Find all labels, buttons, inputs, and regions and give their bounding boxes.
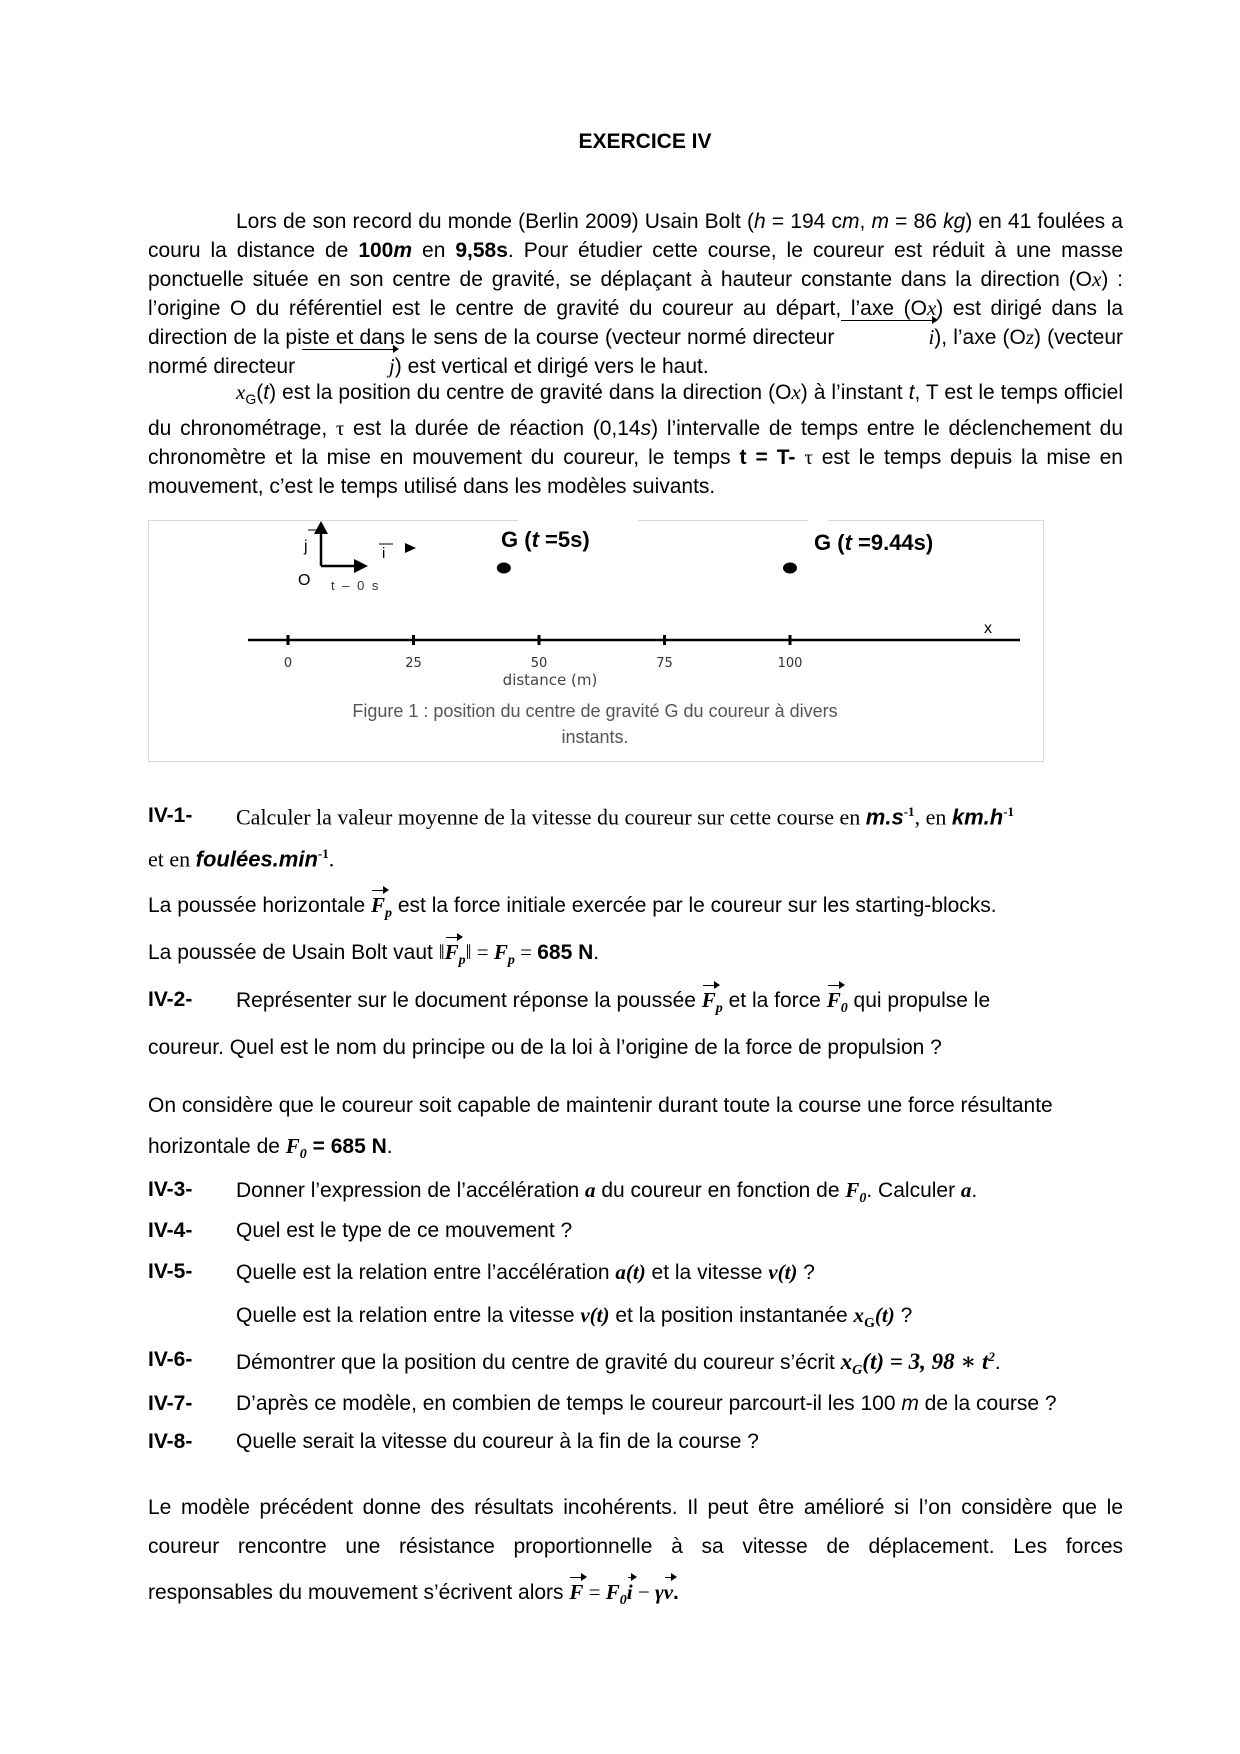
q1-label: IV-1- [148, 804, 193, 827]
q6-label: IV-6- [148, 1348, 193, 1371]
push-sentence-1: La poussée horizontale $F_p$ est la force initiale exercée par le coureur sur les starting-blocks. [148, 893, 997, 922]
q1-text-line-2: et en $foulées.\min^{-1}$. [148, 846, 335, 872]
q7-text: D’après ce modèle, en combien de temps le coureur parcourt-il les 100 m de la course ? [236, 1392, 1057, 1415]
q2-text-line-2: coureur. Quel est le nom du principe ou de la loi à l’origine de la force de propulsion ? [148, 1036, 942, 1059]
q5-text-line-2: Quelle est la relation entre la vitesse v(t) et la position instantanée $x_G(t)$ ? [236, 1303, 913, 1332]
q1-text: Calculer la valeur moyenne de la vitesse du coureur sur cette course en $m.s^{-1}$, en $km.h^{-1}$ [236, 804, 1015, 830]
g-point-t944 [783, 563, 797, 574]
figure-caption-line-2: instants. [561, 727, 629, 747]
q3-text: Donner l’expression de l’accélération a du coureur en fonction de $F_0$. Calculer a. [236, 1178, 978, 1207]
q5-label: IV-5- [148, 1260, 193, 1283]
g2-label: G (t =9.44s) [814, 530, 934, 555]
q4-label: IV-4- [148, 1219, 193, 1242]
q8-text: Quelle serait la vitesse du coureur à la fin de la course ? [236, 1430, 759, 1453]
exercise-title: EXERCICE IV [578, 130, 712, 153]
q2-label: IV-2- [148, 988, 193, 1011]
unit-vector-i: i [840, 323, 934, 352]
axis-tick-label-0: 0 [283, 656, 293, 671]
q2-text: Représenter sur le document réponse la poussée $F_p$ et la force $F_0$ qui propulse le [236, 988, 991, 1017]
t0-label: t – 0 s [331, 578, 381, 593]
axis-tick-label-50: 50 [530, 656, 548, 671]
axis-tick-label-100: 100 [777, 656, 803, 671]
origin-label: O [298, 572, 311, 589]
final-line-1: Le modèle précédent donne des résultats incohérents. Il peut être amélioré si l’on considère que le [148, 1496, 1123, 1519]
g1-label: G (t =5s) [501, 527, 590, 552]
push-sentence-2: La poussée de Usain Bolt vaut $‖F_p‖ = F_p = 685$ N. [148, 940, 600, 969]
i-label-arrowhead [405, 543, 416, 553]
q8-label: IV-8- [148, 1430, 193, 1453]
distance-axis-title: distance (m) [502, 671, 598, 689]
i-label: i [382, 545, 386, 562]
axis-j-arrow [314, 521, 328, 566]
intro-paragraph-2: $x_G(t)$ est la position du centre de gravité dans la direction (Ox) à l’instant t, T est le temps officiel du chronométrage, τ est la durée de réaction (0,14s) l’intervalle de temps entre le déclenchement du chronomètre et la mise en mouvement du coureur, le temps t = T- τ est le temps depuis la mise en mouvement, c’est le temps utilisé dans les modèles suivants. [148, 380, 1124, 499]
axis-tick-label-75: 75 [656, 656, 673, 671]
q3-label: IV-3- [148, 1178, 193, 1201]
q4-text: Quel est le type de ce mouvement ? [236, 1219, 573, 1242]
axis-tick-label-25: 25 [405, 656, 422, 671]
figure-caption-line-1: Figure 1 : position du centre de gravité G du coureur à divers [352, 701, 838, 721]
unit-vector-j: j [301, 352, 395, 381]
consider-line-1: On considère que le coureur soit capable de maintenir durant toute la course une force résultante [148, 1094, 1053, 1117]
g-point-t5 [497, 563, 511, 574]
q7-label: IV-7- [148, 1392, 193, 1415]
j-label: j [304, 538, 308, 555]
consider-line-2: horizontale de $F_0 = 685$ N. [148, 1134, 393, 1163]
final-line-2: coureur rencontre une résistance proportionnelle à sa vitesse de déplacement. Les forces [148, 1535, 1123, 1558]
q6-text: Démontrer que la position du centre de gravité du coureur s’écrit $x_G(t) = 3$, 98 ∗ $t^2$. [236, 1349, 1001, 1379]
axis-i-arrow [321, 559, 368, 573]
q5-text: Quelle est la relation entre l’accélération a(t) et la vitesse v(t) ? [236, 1260, 815, 1284]
intro-paragraph-1: Lors de son record du monde (Berlin 2009) Usain Bolt (h = 194 cm, m = 86 kg) en 41 foulées a couru la distance de 100m en 9,58s. Pour étudier cette course, le coureur est réduit à une masse ponctuelle située en son centre de gravité, se déplaçant à hauteur constante dans la direction (Ox) : l’origine O du référentiel est le centre de gravité du coureur au départ, l’axe (Ox) est dirigé dans la direction de la piste et dans le sens de la course (vecteur normé directeur i), l’axe (Oz) (vecteur normé directeur j) est vertical et dirigé vers le haut. [148, 207, 1123, 381]
x-axis-label: x [984, 620, 992, 637]
final-line-3: responsables du mouvement s’écrivent alors $F = F_0i - \gamma v$. [148, 1580, 679, 1609]
